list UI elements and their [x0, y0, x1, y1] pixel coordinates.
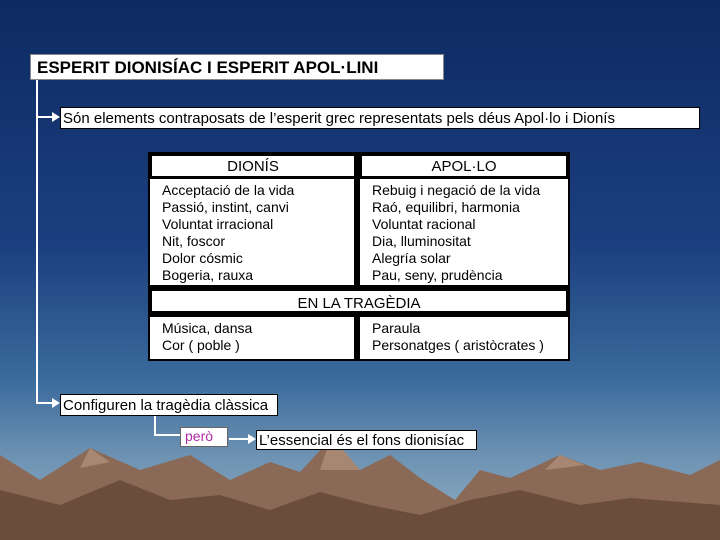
list-item: Paraula — [372, 320, 421, 336]
essential-text: L’essencial és el fons dionisíac — [256, 430, 477, 450]
list-item: Voluntat racional — [372, 216, 476, 232]
list-item: Cor ( poble ) — [162, 337, 240, 353]
list-item: Nit, foscor — [162, 233, 226, 249]
conclusion-connector — [36, 402, 52, 404]
intro-text: Són elements contraposats de l’esperit grec representats pels déus Apol·lo i Dionís — [60, 107, 700, 129]
main-title: ESPERIT DIONISÍAC I ESPERIT APOL·LINI — [30, 54, 444, 80]
arrow-right-icon — [248, 434, 256, 444]
tragedy-header: EN LA TRAGÈDIA — [150, 289, 568, 313]
header-dionis: DIONÍS — [150, 154, 356, 178]
list-item: Raó, equilibri, harmonia — [372, 199, 520, 215]
list-item: Pau, seny, prudència — [372, 267, 503, 283]
list-item: Passió, instint, canvi — [162, 199, 289, 215]
arrow-right-icon — [52, 398, 60, 408]
apollo-traits — [360, 179, 568, 285]
list-item: Dolor cósmic — [162, 250, 243, 266]
dionis-tragedy — [150, 317, 354, 359]
arrow-right-icon — [52, 112, 60, 122]
list-item: Voluntat irracional — [162, 216, 274, 232]
but-connector-horizontal — [154, 434, 180, 436]
vertical-connector — [36, 80, 38, 403]
list-item: Acceptació de la vida — [162, 182, 295, 198]
list-item: Bogeria, rauxa — [162, 267, 254, 283]
but-label: però — [180, 427, 228, 447]
list-item: Rebuig i negació de la vida — [372, 182, 541, 198]
intro-connector — [36, 116, 52, 118]
but-connector-vertical — [154, 416, 156, 436]
dionis-traits — [150, 179, 354, 285]
conclusion-text: Configuren la tragèdia clàssica — [60, 394, 278, 416]
header-apollo: APOL·LO — [360, 154, 568, 178]
list-item: Alegría solar — [372, 250, 451, 266]
list-item: Dia, lluminositat — [372, 233, 471, 249]
apollo-tragedy — [360, 317, 568, 359]
list-item: Personatges ( aristòcrates ) — [372, 337, 544, 353]
list-item: Música, dansa — [162, 320, 253, 336]
